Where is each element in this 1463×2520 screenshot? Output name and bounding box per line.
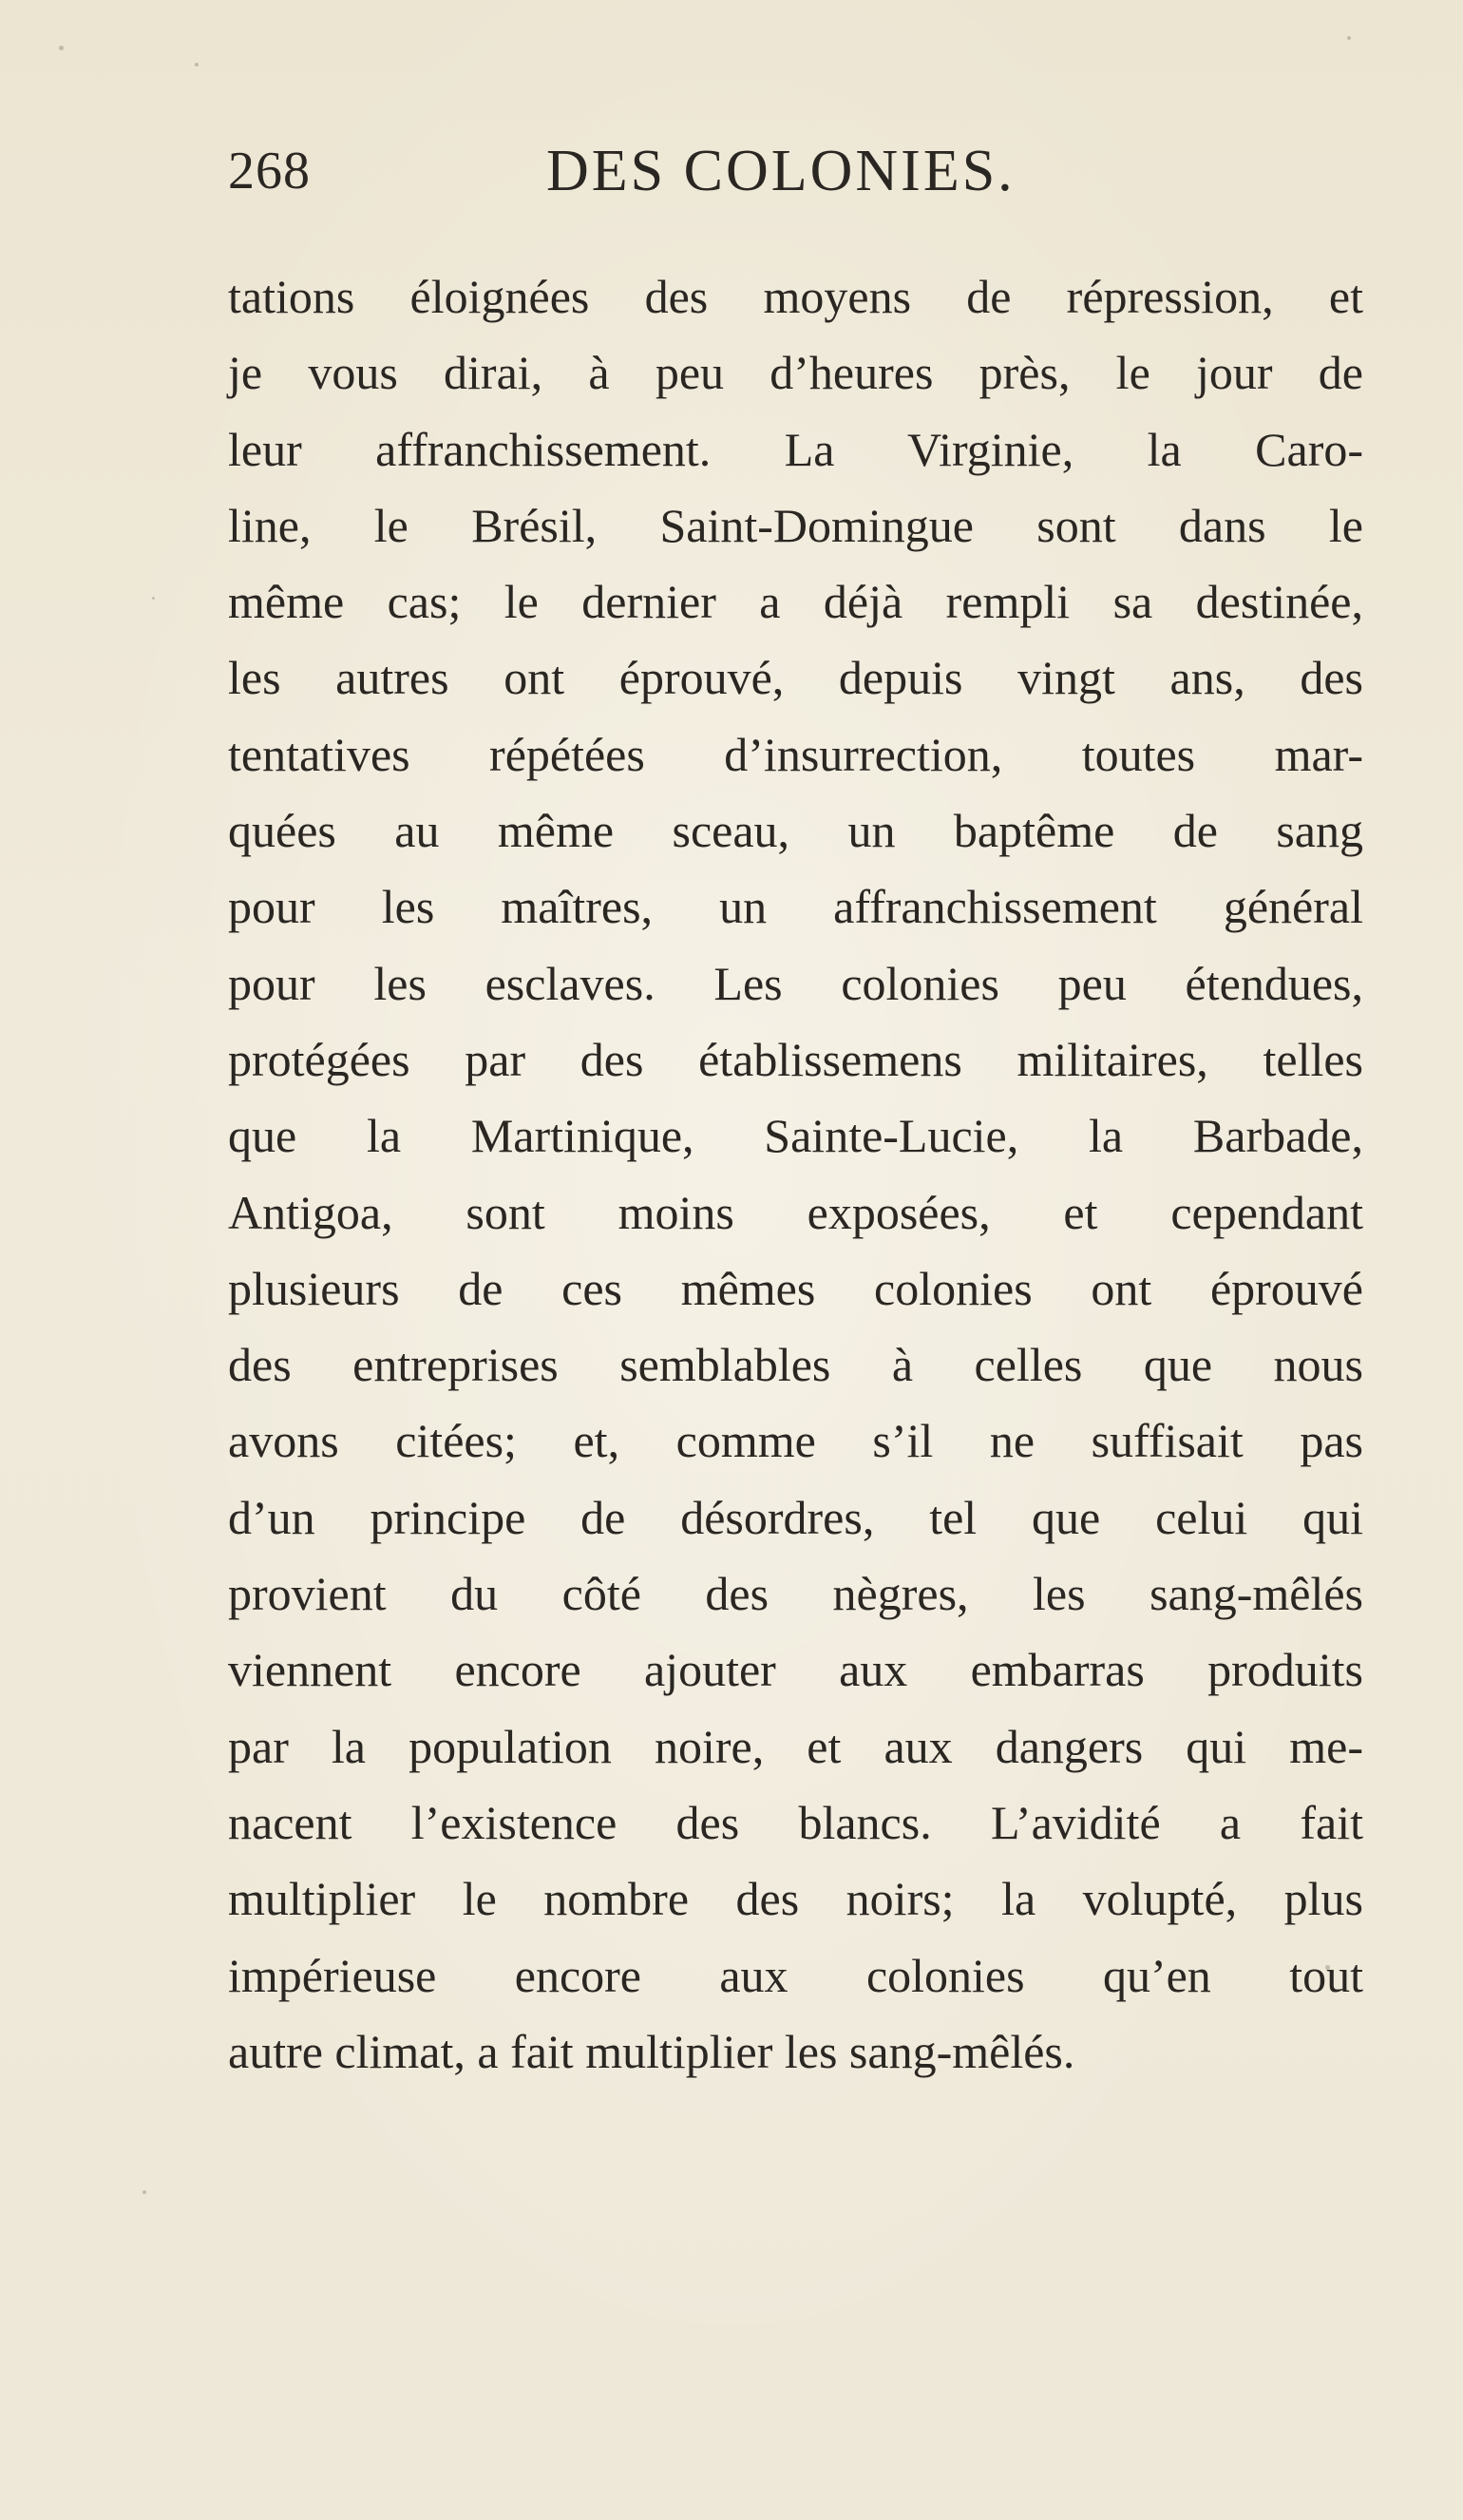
text-line: multiplier le nombre des noirs; la volupté, plus (228, 1872, 1363, 1926)
text-line: tations éloignées des moyens de répression, et (228, 270, 1363, 323)
paper-speck (142, 2190, 146, 2194)
text-line: provient du côté des nègres, les sang-mêlés (228, 1567, 1363, 1621)
paper-speck (152, 597, 155, 600)
text-line: les autres ont éprouvé, depuis vingt ans, des (228, 651, 1363, 705)
text-line: tentatives répétées d’insurrection, toutes mar- (228, 727, 1363, 781)
page-header (0, 133, 1463, 209)
page-number: 268 (228, 142, 311, 200)
text-line: quées au même sceau, un baptême de sang (228, 804, 1363, 858)
text-line: des entreprises semblables à celles que nous (228, 1338, 1363, 1392)
text-line: d’un principe de désordres, tel que celui qui (228, 1490, 1363, 1544)
text-line: autre climat, a fait multiplier les sang-mêlés. (228, 2024, 1075, 2078)
text-line: Antigoa, sont moins exposées, et cependant (228, 1185, 1363, 1239)
paper-speck (59, 46, 64, 50)
text-line: que la Martinique, Sainte-Lucie, la Barbade, (228, 1109, 1363, 1163)
text-line: pour les maîtres, un affranchissement général (228, 880, 1363, 934)
paper-speck (195, 63, 199, 67)
text-line: leur affranchissement. La Virginie, la Caro- (228, 422, 1363, 476)
text-line: avons citées; et, comme s’il ne suffisait pas (228, 1414, 1363, 1468)
text-line: impérieuse encore aux colonies qu’en tout (228, 1948, 1363, 2002)
text-line: pour les esclaves. Les colonies peu étendues, (228, 956, 1363, 1010)
body-text (228, 258, 1363, 2090)
text-line: par la population noire, et aux dangers qui me- (228, 1719, 1363, 1773)
paper-speck (1347, 36, 1351, 40)
running-head: DES COLONIES. (546, 139, 1016, 203)
text-line: même cas; le dernier a déjà rempli sa destinée, (228, 575, 1363, 629)
text-line: line, le Brésil, Saint-Domingue sont dans le (228, 498, 1363, 552)
text-line: viennent encore ajouter aux embarras produits (228, 1643, 1363, 1697)
text-line: protégées par des établissemens militaires, telles (228, 1032, 1363, 1086)
text-line: nacent l’existence des blancs. L’avidité a fait (228, 1795, 1363, 1849)
text-line: plusieurs de ces mêmes colonies ont éprouvé (228, 1261, 1363, 1315)
text-line: je vous dirai, à peu d’heures près, le jour de (228, 346, 1363, 400)
